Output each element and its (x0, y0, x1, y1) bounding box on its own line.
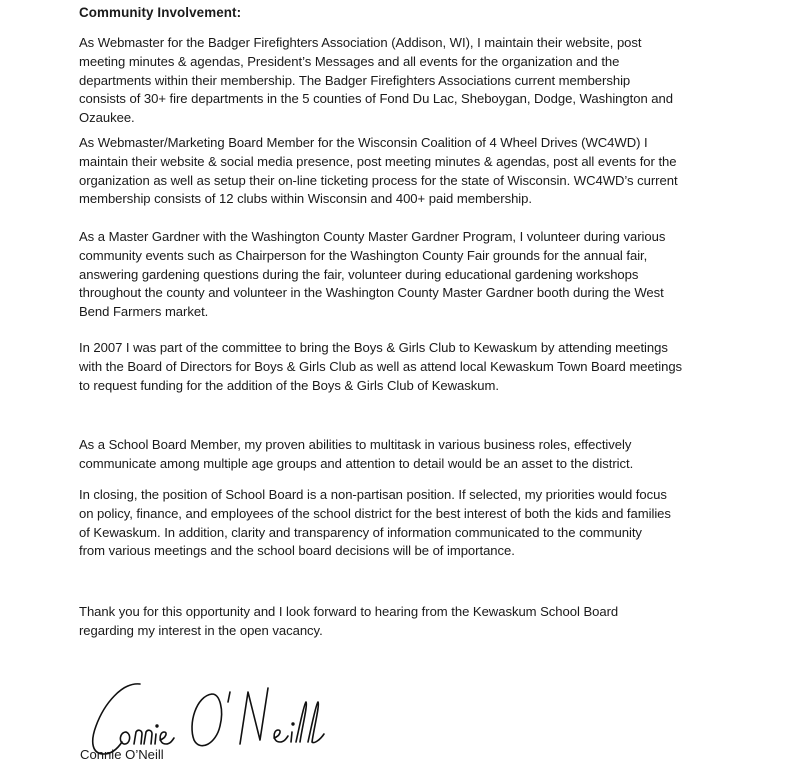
paragraph-boys-girls-club (79, 339, 769, 395)
text-line: answering gardening questions during the fair, volunteer during educational gardening workshops (79, 266, 639, 282)
text-line: maintain their website & social media presence, post meeting minutes & agendas, post all events for the (79, 153, 677, 169)
text-line: regarding my interest in the open vacancy. (79, 622, 323, 638)
paragraph-school-board-member (79, 436, 769, 474)
text-line: membership consists of 12 clubs within Wisconsin and 400+ paid membership. (79, 191, 532, 207)
paragraph-thank-you (79, 603, 769, 641)
text-line: As Webmaster/Marketing Board Member for the Wisconsin Coalition of 4 Wheel Drives (WC4WD) I (79, 135, 648, 150)
text-line: community events such as Chairperson for the Washington County Fair grounds for the annual fair, (79, 247, 648, 263)
text-line: with the Board of Directors for Boys & Girls Club as well as attend local Kewaskum Town Board meetings (79, 358, 683, 374)
text-line: Bend Farmers market. (79, 304, 209, 320)
text-line: organization as well as setup their on-line ticketing process for the state of Wisconsin. WC4WD’s current (79, 172, 678, 188)
text-line: As Webmaster for the Badger Firefighters Association (Addison, WI), I maintain their website, post (79, 35, 642, 50)
text-line: As a School Board Member, my proven abilities to multitask in various business roles, effectively (79, 437, 632, 452)
text-line: on policy, finance, and employees of the school district for the best interest of both the kids and families (79, 505, 671, 521)
text-line: of Kewaskum. In addition, clarity and transparency of information communicated to the community (79, 524, 642, 540)
paragraph-master-gardner (79, 228, 769, 322)
text-line: consists of 30+ fire departments in the 5 counties of Fond Du Lac, Sheboygan, Dodge, Washington and (79, 91, 673, 107)
text-line: departments within their membership. The Badger Firefighters Associations current membership (79, 72, 631, 88)
text-line: meeting minutes & agendas, President’s Messages and all events for the organization and the (79, 53, 620, 69)
text-line: throughout the county and volunteer in the Washington County Master Gardner booth during the West (79, 285, 664, 301)
text-line: to request funding for the addition of the Boys & Girls Club of Kewaskum. (79, 377, 499, 393)
printed-signature-name: Connie O’Neill (80, 747, 164, 762)
paragraph-webmaster-badger (79, 34, 769, 128)
text-line: In closing, the position of School Board is a non-partisan position. If selected, my priorities would focus (79, 487, 667, 502)
section-heading: Community Involvement: (79, 5, 242, 20)
text-line: Thank you for this opportunity and I look forward to hearing from the Kewaskum School Board (79, 604, 619, 619)
text-line: communicate among multiple age groups and attention to detail would be an asset to the district. (79, 455, 634, 471)
paragraph-webmaster-wc4wd (79, 134, 769, 209)
text-line: Ozaukee. (79, 110, 135, 126)
text-line: from various meetings and the school board decisions will be of importance. (79, 543, 515, 559)
text-line: As a Master Gardner with the Washington County Master Gardner Program, I volunteer during various (79, 229, 666, 244)
paragraph-closing (79, 486, 769, 561)
text-line: In 2007 I was part of the committee to bring the Boys & Girls Club to Kewaskum by attending meetings (79, 340, 668, 355)
